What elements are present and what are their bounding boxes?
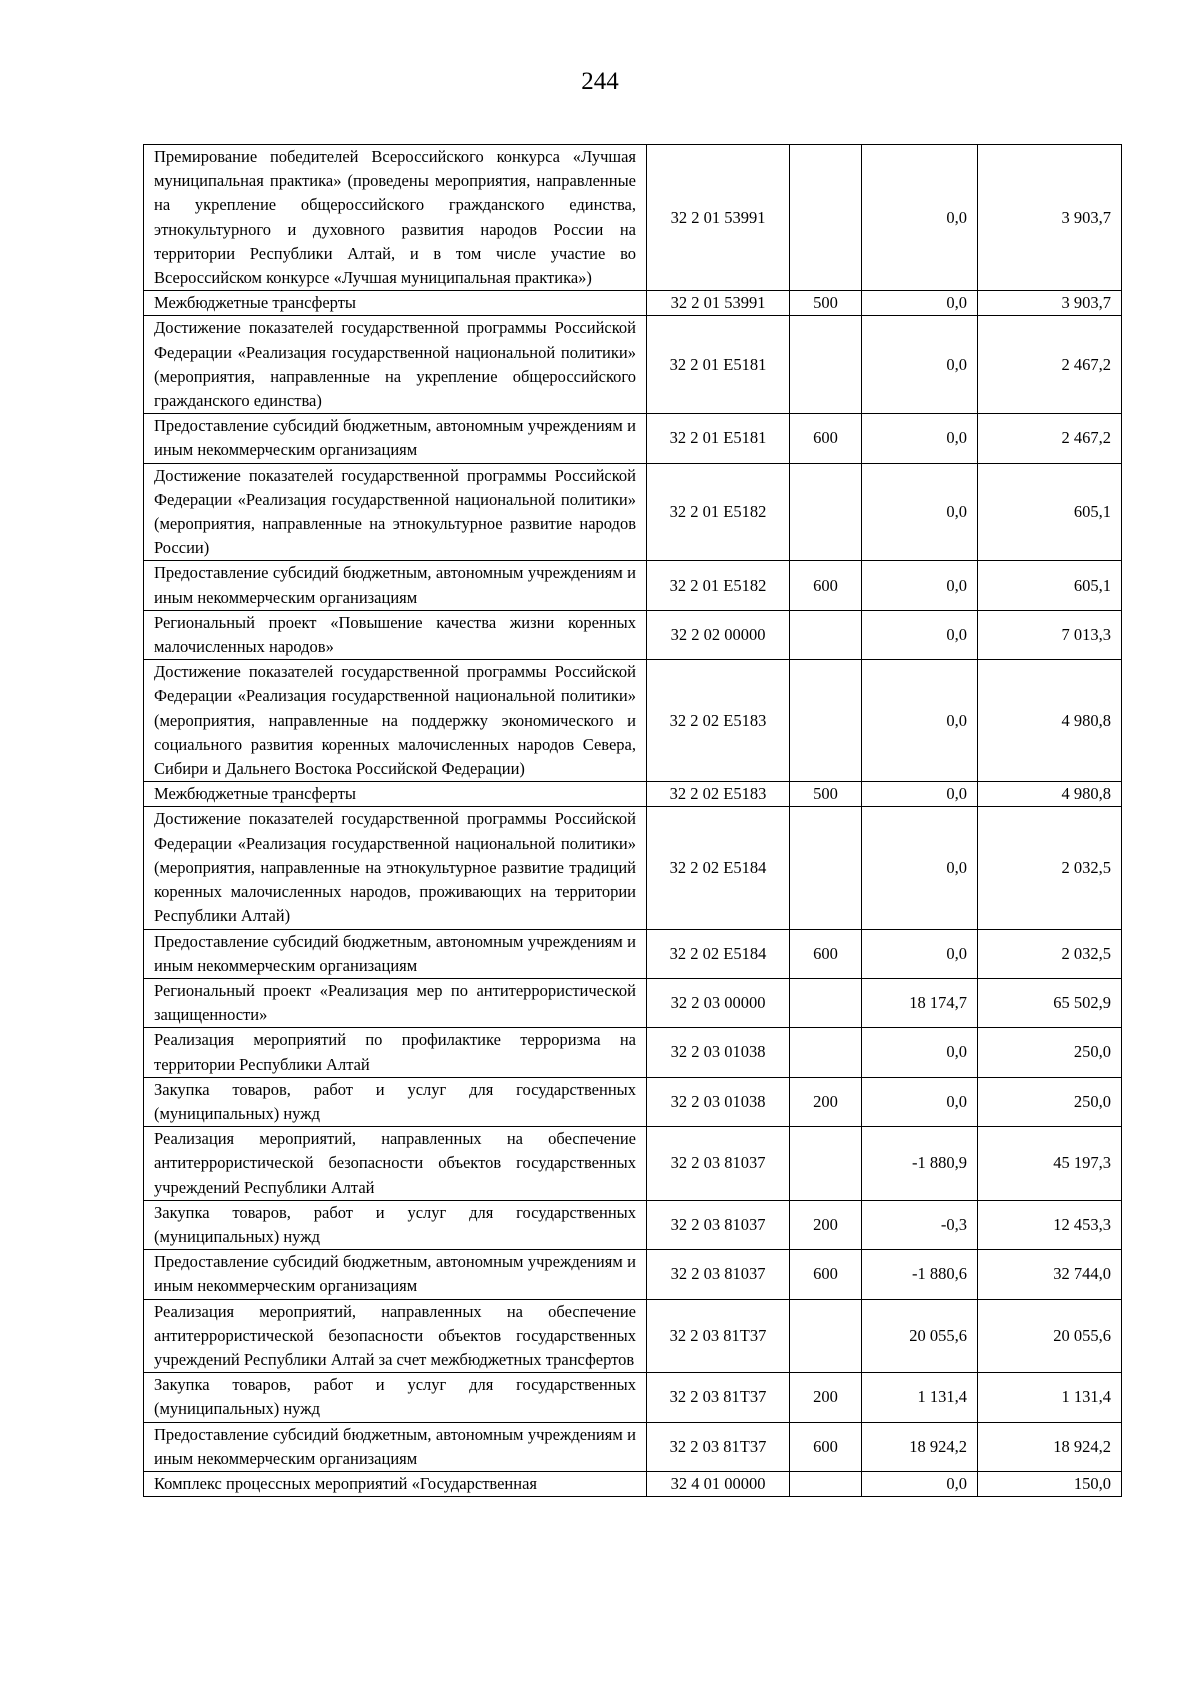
target-article-code-cell: 32 4 01 00000 [647, 1471, 790, 1496]
expense-type-cell: 200 [790, 1077, 862, 1126]
expense-type-cell: 500 [790, 291, 862, 316]
total-amount-cell: 45 197,3 [978, 1127, 1122, 1201]
table-row [144, 1028, 1122, 1077]
table-row [144, 1422, 1122, 1471]
description-cell: Закупка товаров, работ и услуг для государственных (муниципальных) нужд [144, 1077, 647, 1126]
target-article-code-cell: 32 2 03 81037 [647, 1127, 790, 1201]
table-row [144, 782, 1122, 807]
expense-type-cell: 600 [790, 1422, 862, 1471]
total-amount-cell: 150,0 [978, 1471, 1122, 1496]
expense-type-cell: 600 [790, 414, 862, 463]
total-amount-cell: 7 013,3 [978, 610, 1122, 659]
description-cell: Достижение показателей государственной программы Российской Федерации «Реализация государственной национальной политики» (мероприятия, направленные на поддержку экономического и социального развития коренных малочисленных народов Севера, Сибири и Дальнего Востока Российской Федерации) [144, 660, 647, 782]
total-amount-cell: 2 032,5 [978, 929, 1122, 978]
expense-type-cell: 200 [790, 1373, 862, 1422]
expense-type-cell [790, 316, 862, 414]
target-article-code-cell: 32 2 03 81037 [647, 1250, 790, 1299]
total-amount-cell: 2 467,2 [978, 414, 1122, 463]
total-amount-cell: 1 131,4 [978, 1373, 1122, 1422]
table-row [144, 414, 1122, 463]
change-amount-cell: 0,0 [862, 1077, 978, 1126]
change-amount-cell: 0,0 [862, 1471, 978, 1496]
target-article-code-cell: 32 2 02 E5184 [647, 807, 790, 929]
table-row [144, 807, 1122, 929]
table-row [144, 978, 1122, 1027]
description-cell: Достижение показателей государственной программы Российской Федерации «Реализация государственной национальной политики» (мероприятия, направленные на укрепление общероссийского гражданского единства) [144, 316, 647, 414]
total-amount-cell: 605,1 [978, 561, 1122, 610]
description-cell: Закупка товаров, работ и услуг для государственных (муниципальных) нужд [144, 1373, 647, 1422]
description-cell: Региональный проект «Реализация мер по антитеррористической защищенности» [144, 978, 647, 1027]
target-article-code-cell: 32 2 03 81Т37 [647, 1373, 790, 1422]
total-amount-cell: 32 744,0 [978, 1250, 1122, 1299]
change-amount-cell: 0,0 [862, 291, 978, 316]
change-amount-cell: 0,0 [862, 1028, 978, 1077]
table-row [144, 316, 1122, 414]
description-cell: Закупка товаров, работ и услуг для государственных (муниципальных) нужд [144, 1200, 647, 1249]
description-cell: Достижение показателей государственной программы Российской Федерации «Реализация государственной национальной политики» (мероприятия, направленные на этнокультурное развитие народов России) [144, 463, 647, 561]
target-article-code-cell: 32 2 03 00000 [647, 978, 790, 1027]
target-article-code-cell: 32 2 01 E5181 [647, 414, 790, 463]
expense-type-cell [790, 1299, 862, 1373]
description-cell: Предоставление субсидий бюджетным, автономным учреждениям и иным некоммерческим организациям [144, 929, 647, 978]
expense-type-cell [790, 1028, 862, 1077]
description-cell: Достижение показателей государственной программы Российской Федерации «Реализация государственной национальной политики» (мероприятия, направленные на этнокультурное развитие традиций коренных малочисленных народов, проживающих на территории Республики Алтай) [144, 807, 647, 929]
budget-table [143, 144, 1122, 1497]
target-article-code-cell: 32 2 03 81037 [647, 1200, 790, 1249]
expense-type-cell [790, 610, 862, 659]
target-article-code-cell: 32 2 03 01038 [647, 1028, 790, 1077]
expense-type-cell [790, 660, 862, 782]
table-row [144, 610, 1122, 659]
description-cell: Реализация мероприятий, направленных на обеспечение антитеррористической безопасности объектов государственных учреждений Республики Алтай за счет межбюджетных трансфертов [144, 1299, 647, 1373]
change-amount-cell: 1 131,4 [862, 1373, 978, 1422]
table-row [144, 1471, 1122, 1496]
change-amount-cell: 0,0 [862, 660, 978, 782]
expense-type-cell: 600 [790, 1250, 862, 1299]
total-amount-cell: 4 980,8 [978, 782, 1122, 807]
description-cell: Премирование победителей Всероссийского конкурса «Лучшая муниципальная практика» (проведены мероприятия, направленные на укрепление общероссийского гражданского единства, этнокультурного и духовного развития народов России на территории Республики Алтай, и в том числе участие во Всероссийском конкурсе «Лучшая муниципальная практика») [144, 145, 647, 291]
table-row [144, 145, 1122, 291]
target-article-code-cell: 32 2 03 01038 [647, 1077, 790, 1126]
total-amount-cell: 65 502,9 [978, 978, 1122, 1027]
total-amount-cell: 4 980,8 [978, 660, 1122, 782]
expense-type-cell: 500 [790, 782, 862, 807]
change-amount-cell: 0,0 [862, 807, 978, 929]
total-amount-cell: 18 924,2 [978, 1422, 1122, 1471]
expense-type-cell [790, 463, 862, 561]
expense-type-cell [790, 1471, 862, 1496]
total-amount-cell: 250,0 [978, 1028, 1122, 1077]
description-cell: Межбюджетные трансферты [144, 291, 647, 316]
description-cell: Комплекс процессных мероприятий «Государственная [144, 1471, 647, 1496]
page-number: 244 [581, 68, 619, 95]
change-amount-cell: 0,0 [862, 145, 978, 291]
change-amount-cell: 0,0 [862, 561, 978, 610]
change-amount-cell: 0,0 [862, 316, 978, 414]
change-amount-cell: 18 174,7 [862, 978, 978, 1027]
table-row [144, 1373, 1122, 1422]
description-cell: Предоставление субсидий бюджетным, автономным учреждениям и иным некоммерческим организациям [144, 1250, 647, 1299]
total-amount-cell: 2 032,5 [978, 807, 1122, 929]
target-article-code-cell: 32 2 02 E5184 [647, 929, 790, 978]
change-amount-cell: 0,0 [862, 610, 978, 659]
change-amount-cell: 0,0 [862, 929, 978, 978]
table-row [144, 1200, 1122, 1249]
table-row [144, 1077, 1122, 1126]
target-article-code-cell: 32 2 02 E5183 [647, 660, 790, 782]
description-cell: Предоставление субсидий бюджетным, автономным учреждениям и иным некоммерческим организациям [144, 414, 647, 463]
change-amount-cell: 0,0 [862, 782, 978, 807]
table-row [144, 291, 1122, 316]
target-article-code-cell: 32 2 02 E5183 [647, 782, 790, 807]
table-row [144, 929, 1122, 978]
total-amount-cell: 3 903,7 [978, 145, 1122, 291]
budget-table-body [144, 145, 1122, 1497]
change-amount-cell: 20 055,6 [862, 1299, 978, 1373]
table-row [144, 1127, 1122, 1201]
total-amount-cell: 605,1 [978, 463, 1122, 561]
expense-type-cell: 600 [790, 929, 862, 978]
description-cell: Предоставление субсидий бюджетным, автономным учреждениям и иным некоммерческим организациям [144, 1422, 647, 1471]
change-amount-cell: -1 880,6 [862, 1250, 978, 1299]
target-article-code-cell: 32 2 03 81Т37 [647, 1422, 790, 1471]
total-amount-cell: 250,0 [978, 1077, 1122, 1126]
change-amount-cell: 18 924,2 [862, 1422, 978, 1471]
description-cell: Региональный проект «Повышение качества жизни коренных малочисленных народов» [144, 610, 647, 659]
total-amount-cell: 20 055,6 [978, 1299, 1122, 1373]
total-amount-cell: 2 467,2 [978, 316, 1122, 414]
target-article-code-cell: 32 2 01 53991 [647, 291, 790, 316]
expense-type-cell: 600 [790, 561, 862, 610]
total-amount-cell: 12 453,3 [978, 1200, 1122, 1249]
table-row [144, 561, 1122, 610]
description-cell: Межбюджетные трансферты [144, 782, 647, 807]
table-row [144, 1250, 1122, 1299]
change-amount-cell: 0,0 [862, 414, 978, 463]
expense-type-cell [790, 1127, 862, 1201]
target-article-code-cell: 32 2 03 81Т37 [647, 1299, 790, 1373]
expense-type-cell: 200 [790, 1200, 862, 1249]
target-article-code-cell: 32 2 01 E5182 [647, 463, 790, 561]
total-amount-cell: 3 903,7 [978, 291, 1122, 316]
change-amount-cell: -0,3 [862, 1200, 978, 1249]
description-cell: Предоставление субсидий бюджетным, автономным учреждениям и иным некоммерческим организациям [144, 561, 647, 610]
table-row [144, 463, 1122, 561]
change-amount-cell: 0,0 [862, 463, 978, 561]
description-cell: Реализация мероприятий, направленных на обеспечение антитеррористической безопасности объектов государственных учреждений Республики Алтай [144, 1127, 647, 1201]
table-row [144, 660, 1122, 782]
target-article-code-cell: 32 2 01 53991 [647, 145, 790, 291]
description-cell: Реализация мероприятий по профилактике терроризма на территории Республики Алтай [144, 1028, 647, 1077]
expense-type-cell [790, 978, 862, 1027]
change-amount-cell: -1 880,9 [862, 1127, 978, 1201]
expense-type-cell [790, 807, 862, 929]
target-article-code-cell: 32 2 01 E5182 [647, 561, 790, 610]
table-row [144, 1299, 1122, 1373]
expense-type-cell [790, 145, 862, 291]
target-article-code-cell: 32 2 01 E5181 [647, 316, 790, 414]
target-article-code-cell: 32 2 02 00000 [647, 610, 790, 659]
